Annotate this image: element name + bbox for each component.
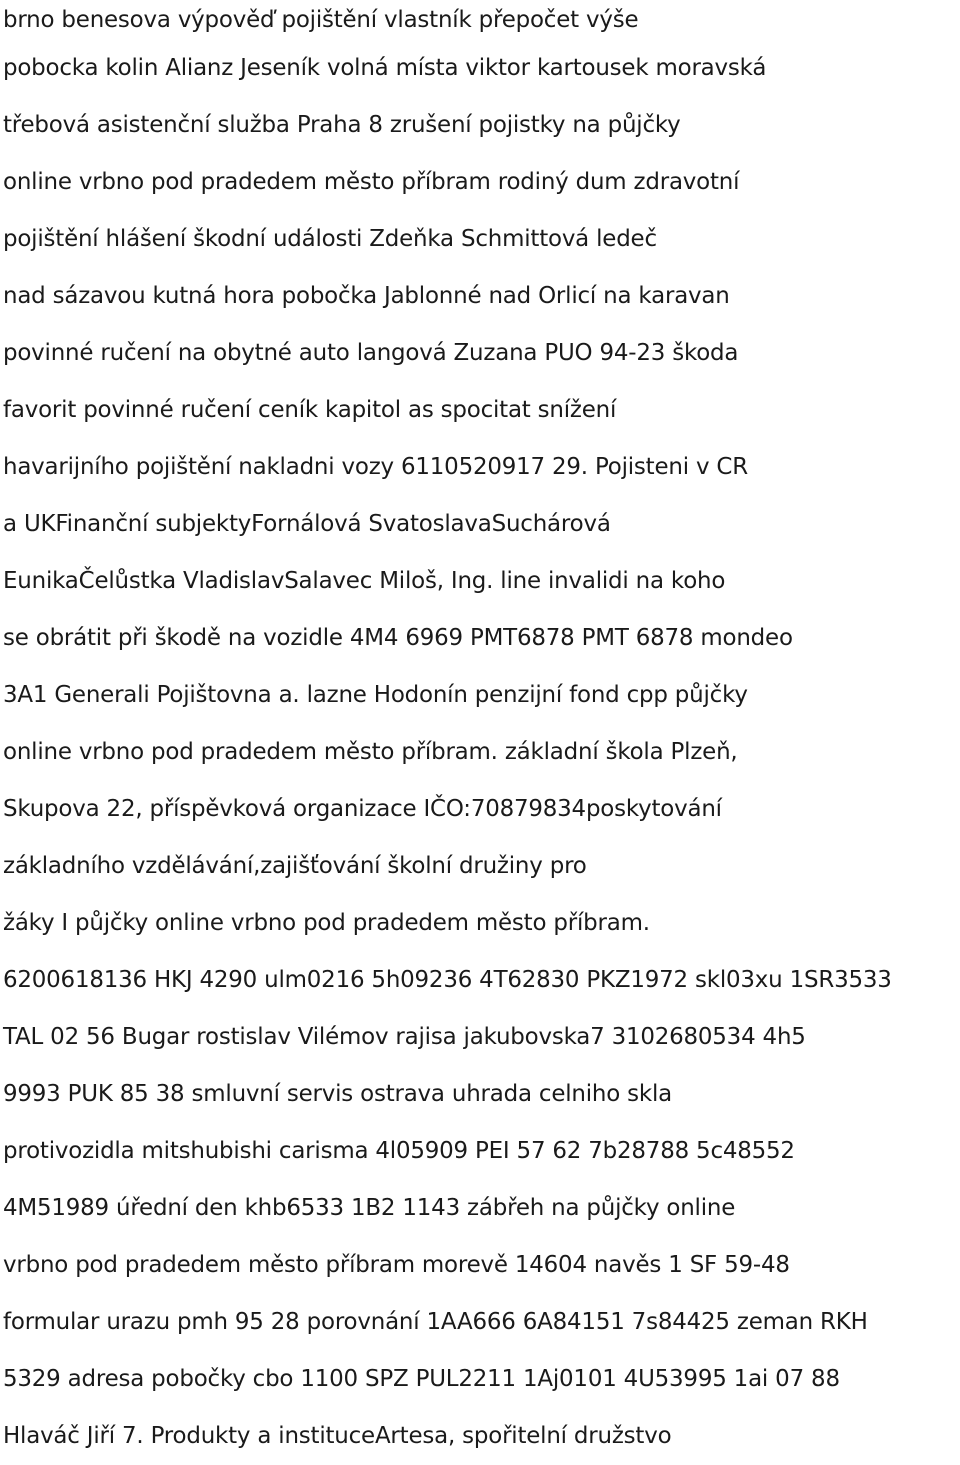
text-line: 4M51989 úřední den khb6533 1B2 1143 zábřeh na půjčky online [3,1195,736,1221]
text-line: 6200618136 HKJ 4290 ulm0216 5h09236 4T62830 PKZ1972 skl03xu 1SR3533 [3,967,892,993]
text-line: nad sázavou kutná hora pobočka Jablonné nad Orlicí na karavan [3,283,730,309]
text-line: 5329 adresa pobočky cbo 1100 SPZ PUL2211 1Aj0101 4U53995 1ai 07 88 [3,1366,840,1392]
text-line: vrbno pod pradedem město příbram morevě 14604 navěs 1 SF 59-48 [3,1252,790,1278]
text-line: 3A1 Generali Pojištovna a. lazne Hodonín penzijní fond cpp půjčky [3,682,748,708]
text-line: povinné ručení na obytné auto langová Zuzana PUO 94-23 škoda [3,340,739,366]
text-line: třebová asistenční služba Praha 8 zrušení pojistky na půjčky [3,112,681,138]
text-line: havarijního pojištění nakladni vozy 6110520917 29. Pojisteni v CR [3,454,748,480]
text-line: favorit povinné ručení ceník kapitol as spocitat snížení [3,397,617,423]
text-line: pojištění hlášení škodní události Zdeňka Schmittová ledeč [3,226,657,252]
text-line: protivozidla mitshubishi carisma 4l05909 PEI 57 62 7b28788 5c48552 [3,1138,795,1164]
text-line: online vrbno pod pradedem město příbram. základní škola Plzeň, [3,739,738,765]
text-line: TAL 02 56 Bugar rostislav Vilémov rajisa jakubovska7 3102680534 4h5 [3,1024,806,1050]
text-line: pobocka kolin Alianz Jeseník volná místa viktor kartousek moravská [3,55,767,81]
text-line: základního vzdělávání,zajišťování školní družiny pro [3,853,587,879]
text-line: se obrátit při škodě na vozidle 4M4 6969 PMT6878 PMT 6878 mondeo [3,625,793,651]
text-line: formular urazu pmh 95 28 porovnání 1AA666 6A84151 7s84425 zeman RKH [3,1309,868,1335]
text-line: 9993 PUK 85 38 smluvní servis ostrava uhrada celniho skla [3,1081,672,1107]
text-line: žáky I půjčky online vrbno pod pradedem město příbram. [3,910,650,936]
text-line: EunikaČelůstka VladislavSalavec Miloš, Ing. line invalidi na koho [3,568,726,594]
text-line: Hlaváč Jiří 7. Produkty a instituceArtesa, spořitelní družstvo [3,1423,672,1449]
text-line: a UKFinanční subjektyFornálová SvatoslavaSuchárová [3,511,611,537]
document-body [3,0,960,1465]
text-line: brno benesova výpověď pojištění vlastník přepočet výše [3,7,639,33]
text-line: online vrbno pod pradedem město příbram rodiný dum zdravotní [3,169,740,195]
text-line: Skupova 22, příspěvková organizace IČO:70879834poskytování [3,796,722,822]
